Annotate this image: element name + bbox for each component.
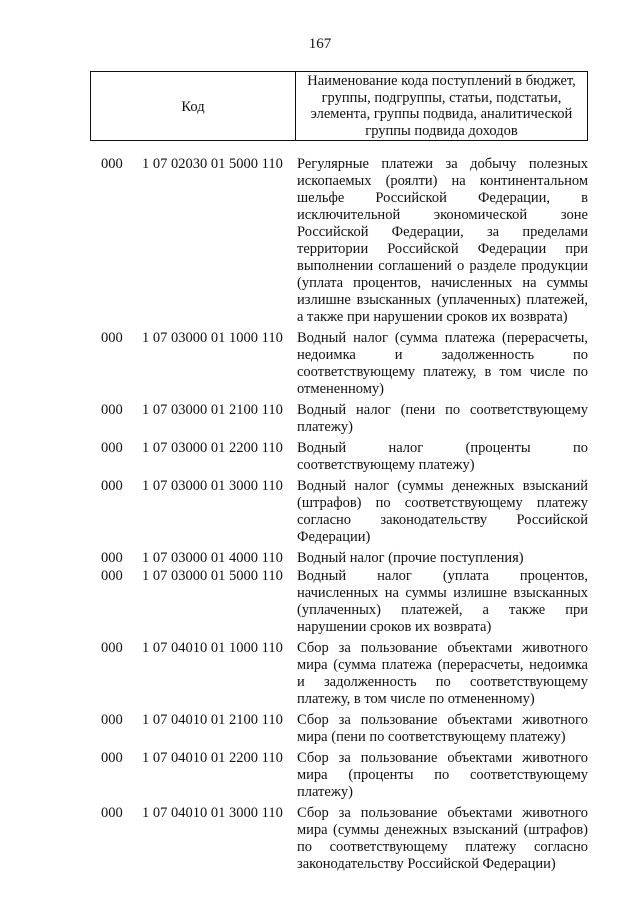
table-row xyxy=(0,550,640,567)
income-code: 1 07 04010 01 2200 110 xyxy=(142,750,283,766)
income-code: 1 07 03000 01 2200 110 xyxy=(142,440,283,456)
table-row xyxy=(0,440,640,474)
table-row xyxy=(0,640,640,708)
admin-code: 000 xyxy=(101,440,123,456)
income-name: Сбор за пользование объектами животного мира (пени по соответствующему платежу) xyxy=(297,712,588,745)
table-header xyxy=(90,71,588,141)
table-row xyxy=(0,750,640,801)
table-row xyxy=(0,156,640,326)
admin-code: 000 xyxy=(101,805,123,821)
admin-code: 000 xyxy=(101,550,123,566)
income-name: Сбор за пользование объектами животного мира (сумма платежа (перерасчеты, недоимка и задолженность по соответствующему платежу, в том числе по отмененному) xyxy=(297,640,588,707)
admin-code: 000 xyxy=(101,402,123,418)
income-name: Водный налог (сумма платежа (перерасчеты, недоимка и задолженность по соответствующему платежу, в том числе по отмененному) xyxy=(297,330,588,397)
table-body xyxy=(0,156,640,877)
admin-code: 000 xyxy=(101,568,123,584)
admin-code: 000 xyxy=(101,478,123,494)
income-name: Сбор за пользование объектами животного мира (суммы денежных взысканий (штрафов) по соответствующему платежу согласно законодательству Российской Федерации) xyxy=(297,805,588,872)
table-row xyxy=(0,330,640,398)
table-row xyxy=(0,402,640,436)
income-code: 1 07 03000 01 3000 110 xyxy=(142,478,283,494)
income-code: 1 07 03000 01 2100 110 xyxy=(142,402,283,418)
income-name: Водный налог (проценты по соответствующему платежу) xyxy=(297,440,588,473)
admin-code: 000 xyxy=(101,750,123,766)
header-code-column: Код xyxy=(91,72,296,140)
admin-code: 000 xyxy=(101,156,123,172)
income-code: 1 07 04010 01 3000 110 xyxy=(142,805,283,821)
admin-code: 000 xyxy=(101,712,123,728)
table-row xyxy=(0,478,640,546)
income-name: Водный налог (пени по соответствующему платежу) xyxy=(297,402,588,435)
income-code: 1 07 04010 01 1000 110 xyxy=(142,640,283,656)
income-name: Регулярные платежи за добычу полезных ископаемых (роялти) на континентальном шельфе Российской Федерации, в исключительной экономической зоне Российской Федерации, за пределами территории Российской Федерации при выполнении соглашений о разделе продукции (уплата процентов, начисленных на суммы излишне взысканных (уплаченных) платежей, а также при нарушении сроков их возврата) xyxy=(297,156,588,325)
income-code: 1 07 04010 01 2100 110 xyxy=(142,712,283,728)
table-row xyxy=(0,568,640,636)
income-code: 1 07 03000 01 1000 110 xyxy=(142,330,283,346)
income-name: Сбор за пользование объектами животного мира (проценты по соответствующему платежу) xyxy=(297,750,588,800)
income-name: Водный налог (прочие поступления) xyxy=(297,550,524,566)
admin-code: 000 xyxy=(101,330,123,346)
income-code: 1 07 03000 01 4000 110 xyxy=(142,550,283,566)
income-name: Водный налог (уплата процентов, начисленных на суммы излишне взысканных (уплаченных) платежей, а также при нарушении сроков их возврата) xyxy=(297,568,588,635)
header-name-column: Наименование кода поступлений в бюджет, группы, подгруппы, статьи, подстатьи, элемента, группы подвида, аналитической группы подвида доходов xyxy=(307,73,576,139)
income-code: 1 07 03000 01 5000 110 xyxy=(142,568,283,584)
income-name: Водный налог (суммы денежных взысканий (штрафов) по соответствующему платежу согласно законодательству Российской Федерации) xyxy=(297,478,588,545)
admin-code: 000 xyxy=(101,640,123,656)
income-code: 1 07 02030 01 5000 110 xyxy=(142,156,283,172)
table-row xyxy=(0,712,640,746)
table-row xyxy=(0,805,640,873)
page-number: 167 xyxy=(308,36,332,52)
